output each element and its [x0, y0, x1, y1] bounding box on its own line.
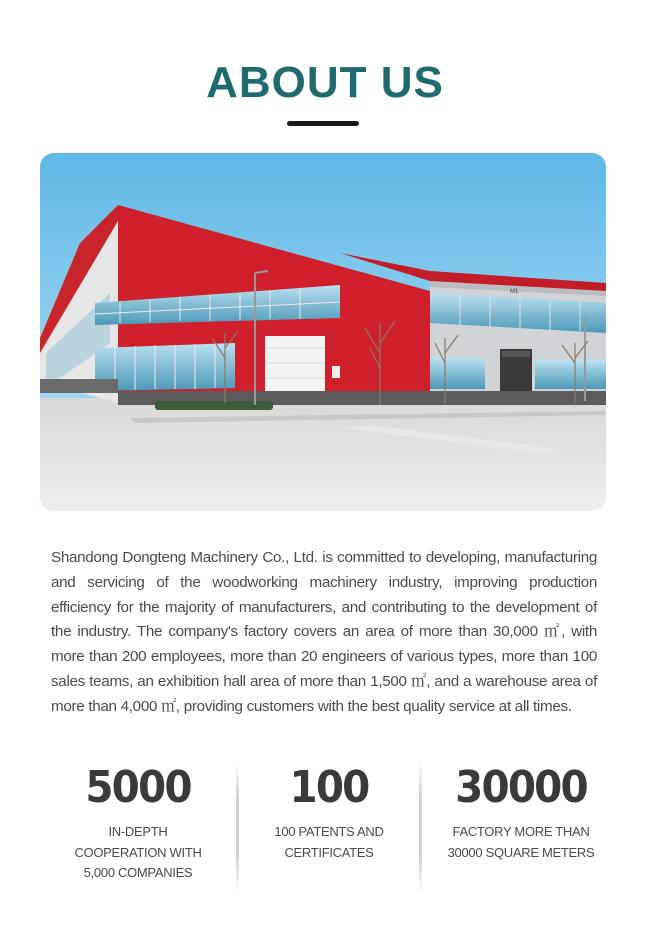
stat-number: 30000	[455, 762, 587, 813]
stat-patents	[248, 760, 410, 863]
stat-divider	[419, 760, 422, 894]
stat-factory-area	[438, 760, 604, 863]
stat-number: 5000	[85, 762, 191, 813]
company-description: Shandong Dongteng Machinery Co., Ltd. is committed to developing, manufacturing and servicing of the woodworking machinery industry, improving production efficiency for the majority of manufacturers, and contributing to the development of the industry. The company's factory covers an area of more than 30,000 ㎡, with more than 200 employees, more than 20 engineers of various types, more than 100 sales teams, an exhibition hall area of more than 1,500 ㎡, and a warehouse area of more than 4,000 ㎡, providing customers with the best quality service at all times.	[51, 549, 597, 715]
building-sign: M1	[510, 289, 519, 295]
stat-cooperation	[70, 760, 206, 884]
stat-label: FACTORY MORE THAN 30000 SQUARE METERS	[447, 824, 595, 860]
stat-number: 100	[289, 762, 369, 813]
factory-photo	[40, 153, 606, 511]
stat-label: 100 PATENTS AND CERTIFICATES	[274, 824, 384, 860]
title-underline	[287, 121, 359, 126]
stat-label: IN-DEPTH COOPERATION WITH 5,000 COMPANIES	[74, 824, 202, 880]
stat-divider	[236, 760, 239, 894]
section-title: ABOUT US	[206, 58, 444, 107]
